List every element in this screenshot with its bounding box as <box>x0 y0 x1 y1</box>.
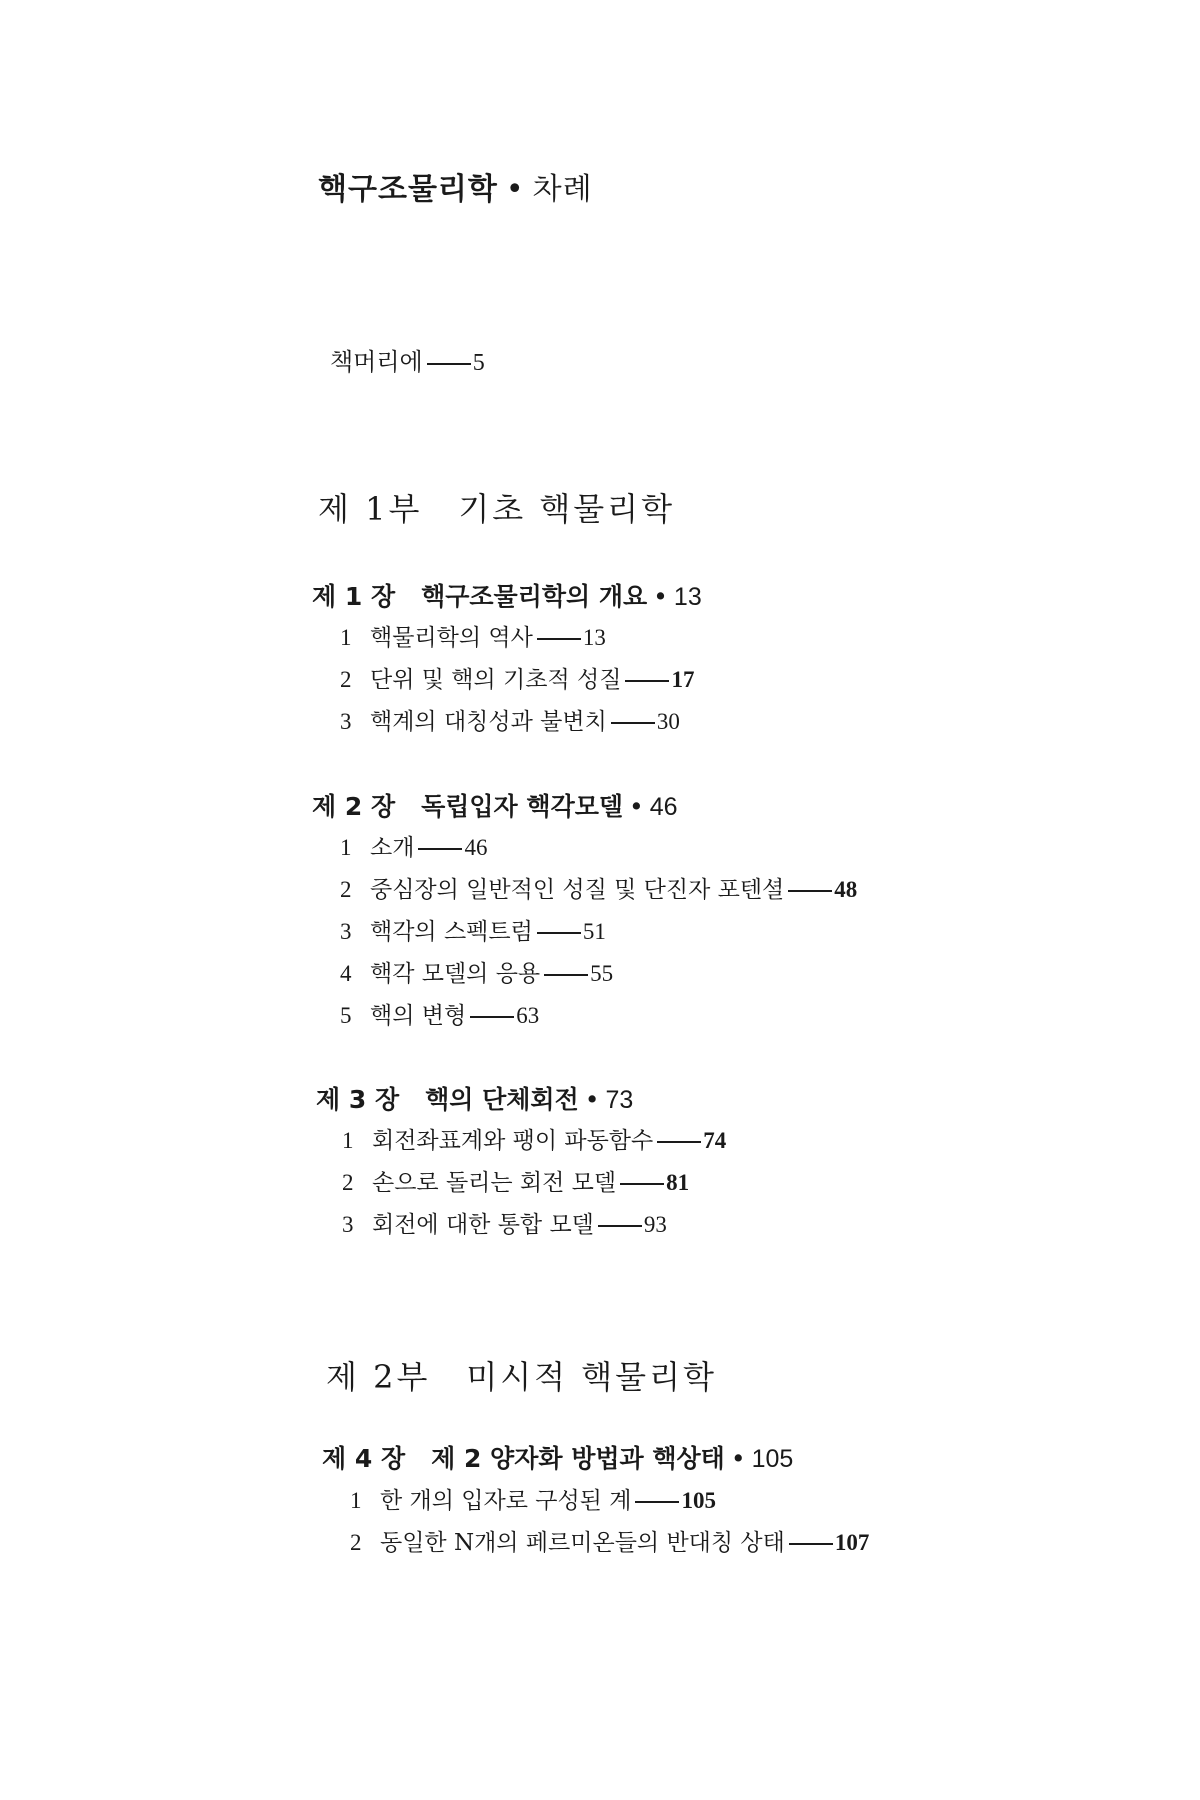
preface-page: 5 <box>472 350 485 376</box>
section-page: 30 <box>656 709 680 734</box>
section-num: 2 <box>340 877 352 902</box>
section-page: 55 <box>590 961 614 986</box>
chapter-title: 핵의 단체회전 <box>425 1085 579 1114</box>
leader-dash <box>789 1543 833 1545</box>
section-entry <box>340 619 606 652</box>
section-title: 중심장의 일반적인 성질 및 단진자 포텐셜 <box>370 877 785 903</box>
leader-dash <box>598 1225 642 1227</box>
section-title: 한 개의 입자로 구성된 계 <box>380 1488 632 1514</box>
section-num: 5 <box>340 1003 352 1028</box>
chapter-label: 제 1 장 <box>312 582 396 611</box>
section-page: 107 <box>834 1530 870 1555</box>
section-title: 회전에 대한 통합 모델 <box>372 1212 594 1238</box>
section-num: 1 <box>340 625 352 650</box>
section-entry <box>342 1122 726 1155</box>
chapter-title: 핵구조물리학의 개요 <box>421 582 648 611</box>
section-num: 3 <box>340 919 352 944</box>
book-title-main: 핵구조물리학 <box>318 172 498 207</box>
section-page: 81 <box>666 1170 690 1195</box>
leader-dash <box>470 1016 514 1018</box>
section-page: 74 <box>703 1128 727 1153</box>
section-num: 2 <box>342 1170 354 1195</box>
leader-dash <box>537 638 581 640</box>
section-page: 13 <box>582 625 606 650</box>
book-title-sub: 차례 <box>532 172 593 207</box>
leader-dash <box>427 363 471 365</box>
section-title: 핵각의 스펙트럼 <box>370 919 533 945</box>
section-entry <box>340 871 857 904</box>
chapter-heading: 제 2 장 독립입자 핵각모델 • 46 <box>312 792 678 821</box>
section-title: 핵각 모델의 응용 <box>370 961 541 987</box>
page-title <box>318 164 593 208</box>
section-num: 1 <box>340 835 352 860</box>
section-num: 2 <box>340 667 352 692</box>
part-name: 미시적 핵물리학 <box>466 1358 717 1396</box>
section-page: 51 <box>582 919 606 944</box>
leader-dash <box>657 1141 701 1143</box>
section-title: 핵계의 대칭성과 불변치 <box>370 709 607 735</box>
section-num: 3 <box>342 1212 354 1237</box>
section-entry <box>340 703 680 736</box>
chapter-label: 제 4 장 <box>322 1444 406 1473</box>
chapter-heading: 제 3 장 핵의 단체회전 • 73 <box>316 1085 634 1114</box>
section-entry <box>340 661 694 694</box>
section-title: 회전좌표계와 팽이 파동함수 <box>372 1128 654 1154</box>
leader-dash <box>544 974 588 976</box>
chapter-heading: 제 1 장 핵구조물리학의 개요 • 13 <box>312 582 702 611</box>
section-entry <box>340 955 613 988</box>
section-entry <box>340 913 606 946</box>
preface-label: 책머리에 <box>330 348 423 376</box>
chapter-page: 46 <box>649 793 678 821</box>
leader-dash <box>537 932 581 934</box>
leader-dash <box>625 680 669 682</box>
section-entry <box>340 829 487 862</box>
leader-dash <box>418 848 462 850</box>
section-page: 63 <box>516 1003 540 1028</box>
leader-dash <box>788 890 832 892</box>
chapter-page: 105 <box>751 1445 794 1473</box>
section-page: 93 <box>643 1212 667 1237</box>
chapter-page: 73 <box>605 1086 634 1114</box>
section-num: 1 <box>342 1128 354 1153</box>
chapter-heading: 제 4 장 제 2 양자화 방법과 핵상태 • 105 <box>322 1444 794 1473</box>
section-num: 3 <box>340 709 352 734</box>
part-heading <box>318 484 675 530</box>
section-entry <box>342 1164 689 1197</box>
section-num: 4 <box>340 961 352 986</box>
section-title: 동일한 N개의 페르미온들의 반대칭 상태 <box>380 1530 785 1556</box>
section-entry <box>340 997 539 1030</box>
preface-entry <box>330 342 485 377</box>
part-heading <box>326 1352 717 1398</box>
section-page: 17 <box>671 667 695 692</box>
chapter-label: 제 2 장 <box>312 792 396 821</box>
section-entry <box>350 1524 869 1557</box>
section-title: 소개 <box>370 835 415 861</box>
part-label: 제 2부 <box>326 1358 431 1396</box>
part-label: 제 1부 <box>318 490 423 528</box>
section-entry <box>350 1482 716 1515</box>
section-title: 손으로 돌리는 회전 모델 <box>372 1170 617 1196</box>
section-num: 1 <box>350 1488 362 1513</box>
section-page: 105 <box>681 1488 716 1513</box>
leader-dash <box>620 1183 664 1185</box>
section-entry <box>342 1206 667 1239</box>
section-page: 48 <box>834 877 858 902</box>
chapter-label: 제 3 장 <box>316 1085 400 1114</box>
section-title: 단위 및 핵의 기초적 성질 <box>370 667 622 693</box>
chapter-title: 제 2 양자화 방법과 핵상태 <box>431 1444 725 1473</box>
leader-dash <box>635 1501 679 1503</box>
section-title: 핵의 변형 <box>370 1003 467 1029</box>
section-page: 46 <box>464 835 488 860</box>
leader-dash <box>611 722 655 724</box>
section-title: 핵물리학의 역사 <box>370 625 533 651</box>
chapter-page: 13 <box>673 583 702 611</box>
section-num: 2 <box>350 1530 362 1555</box>
part-name: 기초 핵물리학 <box>458 490 676 528</box>
title-separator: • <box>505 172 525 207</box>
chapter-title: 독립입자 핵각모델 <box>421 792 624 821</box>
